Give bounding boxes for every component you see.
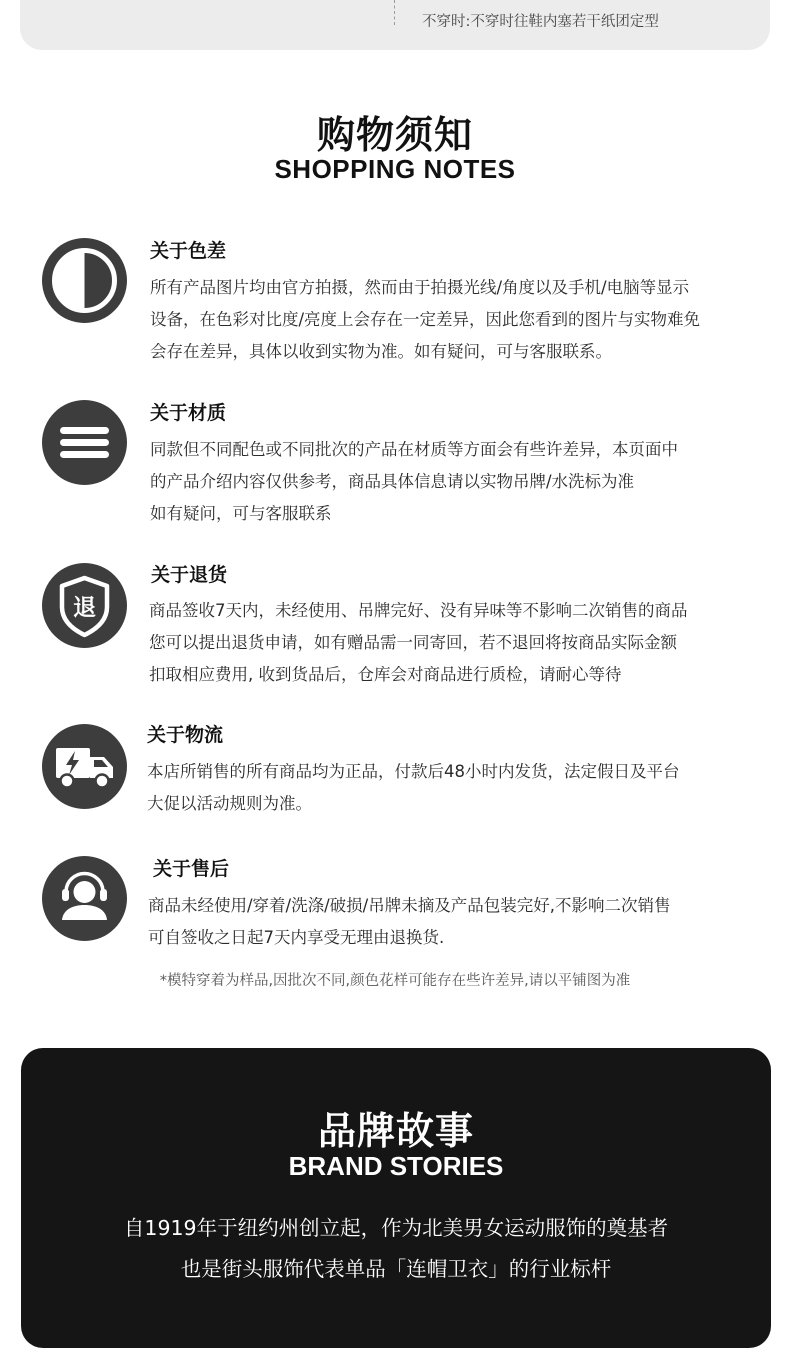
brand-stories-title: 品牌故事 bbox=[317, 1109, 474, 1153]
note-text-line: 扣取相应费用, 收到货品后，仓库会对商品进行质检，请耐心等待 bbox=[149, 665, 622, 684]
disclaimer-footnote: *模特穿着为样品,因批次不同,颜色花样可能存在些许差异,请以平铺图为准 bbox=[159, 973, 631, 989]
color-difference-icon bbox=[42, 238, 127, 323]
shopping-notes-subtitle: SHOPPING NOTES bbox=[274, 154, 516, 184]
note-text-line: 会存在差异，具体以收到实物为准。如有疑问，可与客服联系。 bbox=[150, 342, 612, 361]
material-menu-icon bbox=[42, 400, 127, 485]
note-text-line: 大促以活动规则为准。 bbox=[147, 794, 312, 813]
customer-service-icon bbox=[42, 856, 127, 941]
note-text-line: 商品签收7天内，未经使用、吊牌完好、没有异味等不影响二次销售的商品 bbox=[149, 601, 688, 620]
dashed-divider bbox=[394, 0, 395, 25]
note-text-line: 您可以提出退货申请，如有赠品需一同寄回，若不退回将按商品实际金额 bbox=[149, 633, 677, 652]
shopping-notes-title: 购物须知 bbox=[316, 113, 473, 157]
delivery-truck-icon bbox=[42, 724, 127, 809]
brand-story-line: 也是街头服饰代表单品「连帽卫衣」的行业标杆 bbox=[180, 1257, 612, 1281]
note-text-line: 商品未经使用/穿着/洗涤/破损/吊牌未摘及产品包装完好,不影响二次销售 bbox=[148, 896, 671, 915]
note-text-line: 可自签收之日起7天内享受无理由退换货. bbox=[148, 928, 445, 947]
note-heading: 关于售后 bbox=[153, 858, 230, 880]
note-text-line: 的产品介绍内容仅供参考，商品具体信息请以实物吊牌/水洗标为准 bbox=[150, 472, 635, 491]
care-note-card bbox=[20, 0, 770, 50]
note-text-line: 设备，在色彩对比度/亮度上会存在一定差异，因此您看到的图片与实物难免 bbox=[150, 310, 701, 329]
storage-note: 不穿时:不穿时往鞋内塞若干纸团定型 bbox=[422, 14, 659, 30]
note-heading: 关于退货 bbox=[151, 564, 228, 586]
note-text-line: 如有疑问，可与客服联系 bbox=[150, 504, 332, 523]
return-shield-icon bbox=[42, 563, 127, 648]
note-heading: 关于材质 bbox=[150, 402, 227, 424]
brand-stories-card bbox=[21, 1048, 771, 1348]
note-text-line: 本店所销售的所有商品均为正品，付款后48小时内发货，法定假日及平台 bbox=[147, 762, 680, 781]
return-glyph: 退 bbox=[73, 595, 96, 621]
brand-story-line: 自1919年于纽约州创立起，作为北美男女运动服饰的奠基者 bbox=[123, 1216, 669, 1240]
note-heading: 关于物流 bbox=[147, 724, 224, 746]
brand-stories-subtitle: BRAND STORIES bbox=[288, 1151, 504, 1181]
note-text-line: 所有产品图片均由官方拍摄，然而由于拍摄光线/角度以及手机/电脑等显示 bbox=[150, 278, 690, 297]
note-heading: 关于色差 bbox=[150, 240, 227, 262]
note-text-line: 同款但不同配色或不同批次的产品在材质等方面会有些许差异，本页面中 bbox=[150, 440, 678, 459]
